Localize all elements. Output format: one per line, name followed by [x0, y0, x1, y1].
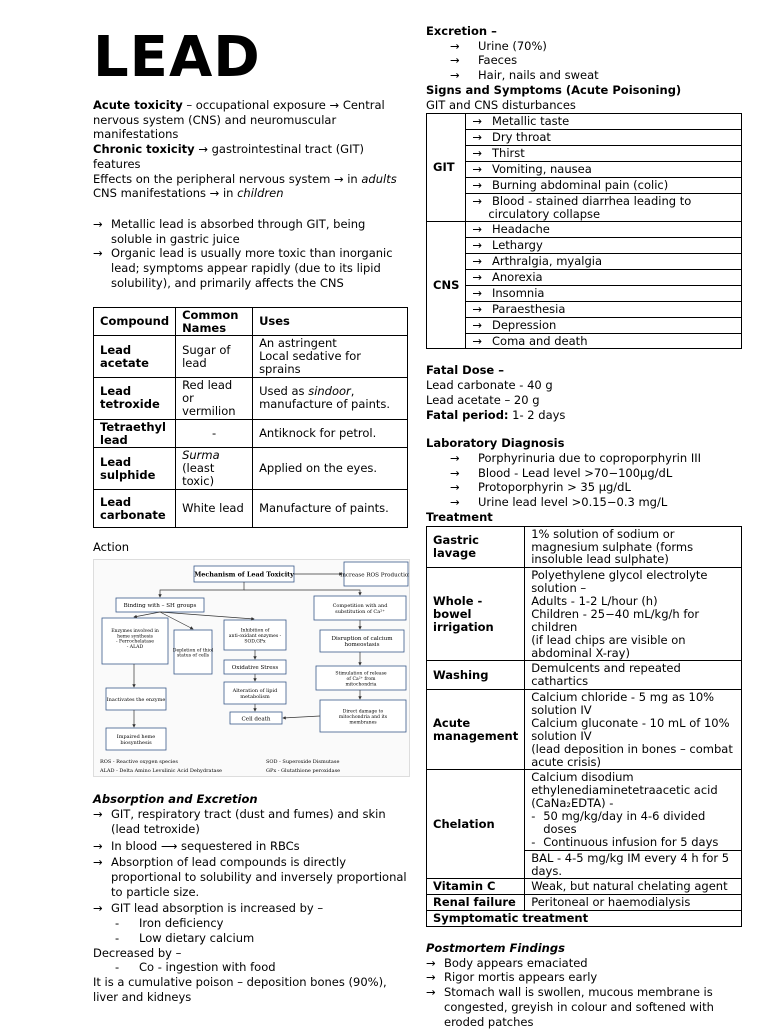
uses-pre: Used as	[259, 384, 309, 399]
treatment-heading: Treatment	[426, 509, 493, 524]
decreased-label: Decreased by –	[93, 945, 182, 960]
list-item: - Iron deficiency	[115, 916, 408, 931]
compound-cell: Lead acetate	[94, 336, 176, 378]
table-row	[427, 193, 742, 222]
table-row	[94, 448, 408, 490]
fatal-acetate: Lead acetate – 20 g	[426, 392, 540, 407]
uses-cell: Manufacture of paints.	[253, 490, 408, 528]
chronic-text: → gastrointestinal tract (GIT) features	[93, 142, 364, 171]
list-item: → Stomach wall is swollen, mucous membrane is congested, greyish in colour and softened with eroded patches	[426, 985, 742, 1029]
treatment-label: Whole - bowel irrigation	[427, 568, 525, 661]
cns-label: CNS	[427, 222, 466, 349]
treatment-text: BAL - 4-5 mg/kg IM every 4 h for 5 days.	[525, 850, 742, 879]
treatment-text: Weak, but natural chelating agent	[525, 879, 742, 895]
table-row	[427, 770, 742, 850]
symptom-item: → Vomiting, nausea	[466, 161, 742, 177]
chelation-text: Calcium disodium ethylenediaminetetraacetic acid (CaNa₂EDTA) -	[531, 770, 718, 811]
symptom-item: → Metallic taste	[466, 114, 742, 130]
table-row	[427, 526, 742, 568]
peripheral-em: adults	[361, 171, 397, 186]
uses-cell: Applied on the eyes.	[253, 448, 408, 490]
list-item: → GIT lead absorption is increased by –	[93, 901, 408, 916]
acute-toxicity	[93, 98, 408, 142]
list-item: → Absorption of lead compounds is directly proportional to solubility and inversely proportional to particle size.	[93, 855, 408, 899]
list-item: - 50 mg/kg/day in 4-6 divided doses	[531, 810, 735, 836]
peripheral-effects	[93, 172, 408, 187]
table-row	[94, 419, 408, 448]
treatment-label: Chelation	[427, 770, 525, 879]
table-row	[427, 130, 742, 146]
signs-heading: Signs and Symptoms (Acute Poisoning)	[426, 82, 682, 97]
treatment-text: 1% solution of sodium or magnesium sulphate (forms insoluble lead sulphate)	[525, 526, 742, 568]
table-row	[427, 177, 742, 193]
diagram-title: Mechanism of Lead Toxicity	[194, 570, 294, 579]
treatment-text: Calcium chloride - 5 mg as 10% solution IV Calcium gluconate - 10 mL of 10% solution IV (lead deposition in bones – combat acute crisis)	[525, 690, 742, 770]
cns-em: children	[237, 186, 284, 201]
fatal-period-value: 1- 2 days	[508, 407, 566, 422]
excretion-heading: Excretion –	[426, 24, 497, 38]
symptom-text: Vomiting, nausea	[492, 161, 592, 176]
table-row	[427, 161, 742, 177]
symptom-item: → Coma and death	[466, 333, 742, 349]
table-row	[427, 222, 742, 238]
symptom-text: Blood - stained diarrhea leading to circulatory collapse	[488, 193, 692, 221]
treatment-label: Gastric lavage	[427, 526, 525, 568]
thiol-label: Depletion of thiol status of cells	[172, 648, 214, 659]
table-row	[427, 690, 742, 770]
symptom-text: Paraesthesia	[492, 301, 566, 316]
table-row	[427, 285, 742, 301]
legend-sod: SOD - Superoxide Dismutase	[266, 758, 340, 765]
treatment-label: Vitamin C	[427, 879, 525, 895]
page-title: LEAD	[93, 25, 261, 90]
table-row	[427, 661, 742, 690]
names-cell: Sugar of lead	[176, 336, 253, 378]
action-label: Action	[93, 540, 130, 554]
table-row	[427, 146, 742, 162]
left-column	[93, 26, 408, 1005]
cumulative-note: It is a cumulative poison – deposition bones (90%), liver and kidneys	[93, 975, 387, 1004]
fatal-period-label: Fatal period:	[426, 407, 509, 422]
heme-label: Impaired heme biosynthesis	[116, 733, 156, 746]
table-row	[427, 270, 742, 286]
symptom-item: → Paraesthesia	[466, 301, 742, 317]
list-item: - Low dietary calcium	[115, 931, 408, 946]
postmortem-list	[426, 956, 742, 1029]
uses-cell: An astringent Local sedative for sprains	[253, 336, 408, 378]
table-row	[427, 911, 742, 927]
treatment-label: Symptomatic treatment	[427, 911, 742, 927]
symptom-item: → Anorexia	[466, 270, 742, 286]
sh-label: Binding with – SH groups	[123, 602, 197, 609]
names-cell: White lead	[176, 490, 253, 528]
fatal-carbonate: Lead carbonate - 40 g	[426, 378, 553, 393]
uses-cell: Antiknock for petrol.	[253, 419, 408, 448]
stim-label: Stimulation of release of Ca²⁺ from mitochondria	[335, 671, 387, 688]
symptom-item: → Insomnia	[466, 285, 742, 301]
symptom-item: → Thirst	[466, 146, 742, 162]
treatment-label: Renal failure	[427, 895, 525, 911]
list-item: - Co - ingestion with food	[115, 960, 408, 975]
symptom-text: Headache	[492, 222, 550, 237]
antiox-label: Inhibition of anti-oxidant enzymes -SOD,GPx	[228, 628, 282, 645]
list-item: → Faeces	[450, 53, 742, 68]
names-cell	[176, 448, 253, 490]
list-item: → Porphyrinuria due to coproporphyrin III	[450, 451, 742, 466]
excretion-list	[426, 39, 742, 83]
symptoms-table	[426, 113, 742, 349]
treatment-text: Polyethylene glycol electrolyte solution – Adults - 1-2 L/hour (h) Children - 25−40 mL/kg/h for children (if lead chips are visible on abdominal X-ray)	[525, 568, 742, 661]
signs-subheading: GIT and CNS disturbances	[426, 97, 576, 112]
treatment-text	[525, 770, 742, 850]
list-item: → Urine lead level >0.15−0.3 mg/L	[450, 495, 742, 510]
acute-text: – occupational exposure → Central nervous system (CNS) and neuromuscular manifestations	[93, 98, 385, 142]
postmortem-heading: Postmortem Findings	[426, 941, 565, 955]
ros-label: Increase ROS Production	[340, 572, 410, 579]
compound-cell: Tetraethyl lead	[94, 419, 176, 448]
list-item: → Hair, nails and sweat	[450, 68, 742, 83]
fatal-dose-heading: Fatal Dose –	[426, 363, 504, 378]
names-cell: -	[176, 419, 253, 448]
table-row	[94, 490, 408, 528]
increased-by-list	[93, 916, 408, 945]
table-row	[427, 254, 742, 270]
mechanism-diagram	[93, 559, 410, 777]
treatment-text: Demulcents and repeated cathartics	[525, 661, 742, 690]
legend-ros: ROS - Reactive oxygen species	[100, 758, 178, 765]
names-em: Surma	[182, 448, 220, 463]
ca-homeo-label: Disruption of calcium homeostasis	[331, 635, 393, 648]
list-item: → In blood ⟶ sequestered in RBCs	[93, 839, 408, 854]
ca-label: Competition with and substitution of Ca²⁺	[332, 602, 388, 615]
uses-post: , manufacture of paints.	[259, 384, 391, 412]
header-names: Common Names	[176, 307, 253, 336]
symptom-item: → Depression	[466, 317, 742, 333]
inact-label: Inactivates the enzyme	[106, 696, 166, 703]
header-compound: Compound	[94, 307, 176, 336]
table-row	[427, 301, 742, 317]
table-row	[427, 317, 742, 333]
list-item: → Blood - Lead level >70−100μg/dL	[450, 466, 742, 481]
lab-heading: Laboratory Diagnosis	[426, 436, 565, 451]
table-header-row	[94, 307, 408, 336]
symptom-item: → Blood - stained diarrhea leading to circulatory collapse	[466, 193, 742, 222]
treatment-table	[426, 526, 742, 927]
symptom-text: Thirst	[492, 146, 525, 161]
peripheral-text: Effects on the peripheral nervous system → in	[93, 171, 362, 186]
lab-list	[426, 451, 742, 510]
uses-cell	[253, 378, 408, 420]
table-row	[427, 568, 742, 661]
compound-cell: Lead tetroxide	[94, 378, 176, 420]
legend-gpx: GPx - Glutathione peroxidase	[266, 767, 341, 774]
table-row	[94, 378, 408, 420]
list-item: → Body appears emaciated	[426, 956, 742, 971]
fatal-period	[426, 408, 742, 423]
lipid-label: Alteration of lipid metabolism	[232, 687, 278, 700]
list-item: → Organic lead is usually more toxic than inorganic lead; symptoms appear rapidly (due to its lipid solubility), and primarily affects the CNS	[93, 246, 408, 290]
symptom-item: → Headache	[466, 222, 742, 238]
names-post: (least toxic)	[182, 461, 215, 489]
symptom-text: Metallic taste	[492, 114, 570, 129]
list-item: → Urine (70%)	[450, 39, 742, 54]
symptom-item: → Lethargy	[466, 238, 742, 254]
compound-cell: Lead sulphide	[94, 448, 176, 490]
acute-label: Acute toxicity	[93, 98, 183, 112]
absorption-list	[93, 807, 408, 916]
decreased-by-list	[93, 960, 408, 975]
symptom-text: Insomnia	[492, 285, 545, 300]
absorption-heading: Absorption and Excretion	[93, 792, 258, 807]
list-item: → Rigor mortis appears early	[426, 970, 742, 985]
symptom-item: → Dry throat	[466, 130, 742, 146]
treatment-label: Washing	[427, 661, 525, 690]
chronic-toxicity	[93, 142, 408, 171]
symptom-text: Depression	[492, 317, 557, 332]
symptom-item: → Arthralgia, myalgia	[466, 254, 742, 270]
table-row	[427, 114, 742, 130]
chelation-sublist	[531, 810, 735, 849]
list-item: → Metallic lead is absorbed through GIT, being soluble in gastric juice	[93, 217, 408, 246]
symptom-item: → Burning abdominal pain (colic)	[466, 177, 742, 193]
names-cell: Red lead or vermilion	[176, 378, 253, 420]
list-item: → GIT, respiratory tract (dust and fumes) and skin (lead tetroxide)	[93, 807, 408, 836]
table-row	[427, 333, 742, 349]
table-row	[427, 895, 742, 911]
right-column	[426, 24, 742, 1029]
uses-em: sindoor	[308, 384, 351, 399]
chronic-label: Chronic toxicity	[93, 142, 195, 157]
symptom-text: Burning abdominal pain (colic)	[492, 177, 669, 192]
table-row	[427, 238, 742, 254]
treatment-label: Acute management	[427, 690, 525, 770]
table-row	[427, 879, 742, 895]
symptom-text: Anorexia	[492, 270, 543, 285]
enzymes-label: Enzymes involved in heme synthesis - Ferrochelatase - ALAD	[111, 628, 159, 650]
cns-text: CNS manifestations → in	[93, 186, 238, 201]
symptom-text: Lethargy	[492, 238, 543, 253]
oxstress-label: Oxidative Stress	[231, 664, 279, 671]
git-label: GIT	[427, 114, 466, 222]
compound-cell: Lead carbonate	[94, 490, 176, 528]
symptom-text: Coma and death	[492, 333, 588, 348]
legend-alad: ALAD - Delta Amino Levulinic Acid Dehydratase	[100, 767, 222, 774]
cns-manifestations	[93, 186, 408, 201]
symptom-text: Arthralgia, myalgia	[492, 254, 603, 269]
list-item: → Protoporphyrin > 35 μg/dL	[450, 480, 742, 495]
table-row	[94, 336, 408, 378]
symptom-text: Dry throat	[492, 130, 551, 145]
header-uses: Uses	[253, 307, 408, 336]
list-item: - Continuous infusion for 5 days	[531, 836, 735, 849]
compounds-table	[93, 307, 408, 528]
treatment-text: Peritoneal or haemodialysis	[525, 895, 742, 911]
mito-label: Direct damage to mitochondria and its membranes	[338, 709, 388, 726]
absorption-notes	[93, 217, 408, 291]
death-label: Cell death	[241, 716, 271, 723]
